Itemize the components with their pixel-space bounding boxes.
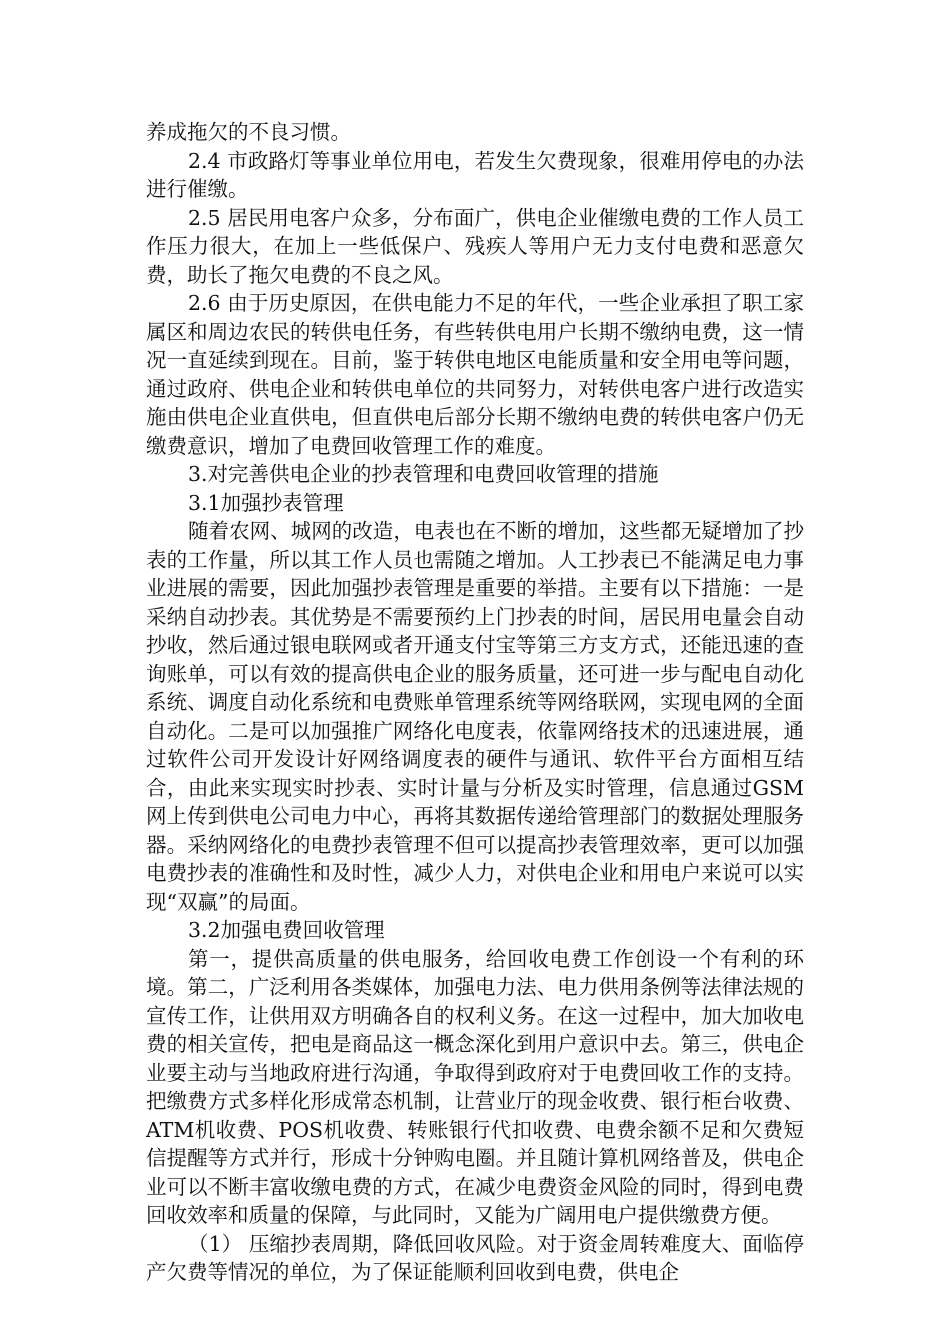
document-body bbox=[146, 118, 804, 1287]
paragraph-2-6: 2.6 由于历史原因，在供电能力不足的年代，一些企业承担了职工家属区和周边农民的转供电任务，有些转供电用户长期不缴纳电费，这一情况一直延续到现在。目前，鉴于转供电地区电能质量和安全用电等问题，通过政府、供电企业和转供电单位的共同努力，对转供电客户进行改造实施由供电企业直供电，但直供电后部分长期不缴纳电费的转供电客户仍无缴费意识，增加了电费回收管理工作的难度。 bbox=[146, 291, 804, 458]
subsection-heading-3-2: 3.2加强电费回收管理 bbox=[188, 918, 385, 942]
paragraph-item-1: （1） 压缩抄表周期，降低回收风险。对于资金周转难度大、面临停产欠费等情况的单位，为了保证能顺利回收到电费，供电企 bbox=[146, 1231, 804, 1284]
paragraph-continuation: 养成拖欠的不良习惯。 bbox=[146, 120, 351, 144]
paragraph-meter-reading: 随着农网、城网的改造，电表也在不断的增加，这些都无疑增加了抄表的工作量，所以其工作人员也需随之增加。人工抄表已不能满足电力事业进展的需要，因此加强抄表管理是重要的举措。主要有以下措施：一是采纳自动抄表。其优势是不需要预约上门抄表的时间，居民用电量会自动抄收，然后通过银电联网或者开通支付宝等第三方支方式，还能迅速的查询账单，可以有效的提高供电企业的服务质量，还可进一步与配电自动化系统、调度自动化系统和电费账单管理系统等网络联网，实现电网的全面自动化。二是可以加强推广网络化电度表，依靠网络技术的迅速进展，通过软件公司开发设计好网络调度表的硬件与通讯、软件平台方面相互结合，由此来实现实时抄表、实时计量与分析及实时管理，信息通过GSM网上传到供电公司电力中心，再将其数据传递给管理部门的数据处理服务器。采纳网络化的电费抄表管理不但可以提高抄表管理效率，更可以加强电费抄表的准确性和及时性，减少人力，对供电企业和用电户来说可以实现“双赢”的局面。 bbox=[146, 519, 804, 914]
paragraph-2-4: 2.4 市政路灯等事业单位用电，若发生欠费现象，很难用停电的办法进行催缴。 bbox=[146, 148, 804, 201]
subsection-heading-3-1: 3.1加强抄表管理 bbox=[188, 490, 344, 515]
paragraph-fee-recovery: 第一，提供高质量的供电服务，给回收电费工作创设一个有利的环境。第二，广泛利用各类媒体，加强电力法、电力供用条例等法律法规的宣传工作，让供用双方明确各自的权利义务。在这一过程中，加大加收电费的相关宣传，把电是商品这一概念深化到用户意识中去。第三，供电企业要主动与当地政府进行沟通，争取得到政府对于电费回收工作的支持。把缴费方式多样化形成常态机制，让营业厅的现金收费、银行柜台收费、ATM机收费、POS机收费、转账银行代扣收费、电费余额不足和欠费短信提醒等方式并行，形成十分钟购电圈。并且随计算机网络普及，供电企业可以不断丰富收缴电费的方式，在减少电费资金风险的同时，得到电费回收效率和质量的保障，与此同时，又能为广阔用电户提供缴费方便。 bbox=[146, 946, 804, 1227]
section-heading-3: 3.对完善供电企业的抄表管理和电费回收管理的措施 bbox=[188, 462, 659, 486]
paragraph-2-5: 2.5 居民用电客户众多，分布面广，供电企业催缴电费的工作人员工作压力很大，在加上一些低保户、残疾人等用户无力支付电费和恶意欠费，助长了拖欠电费的不良之风。 bbox=[146, 205, 804, 287]
